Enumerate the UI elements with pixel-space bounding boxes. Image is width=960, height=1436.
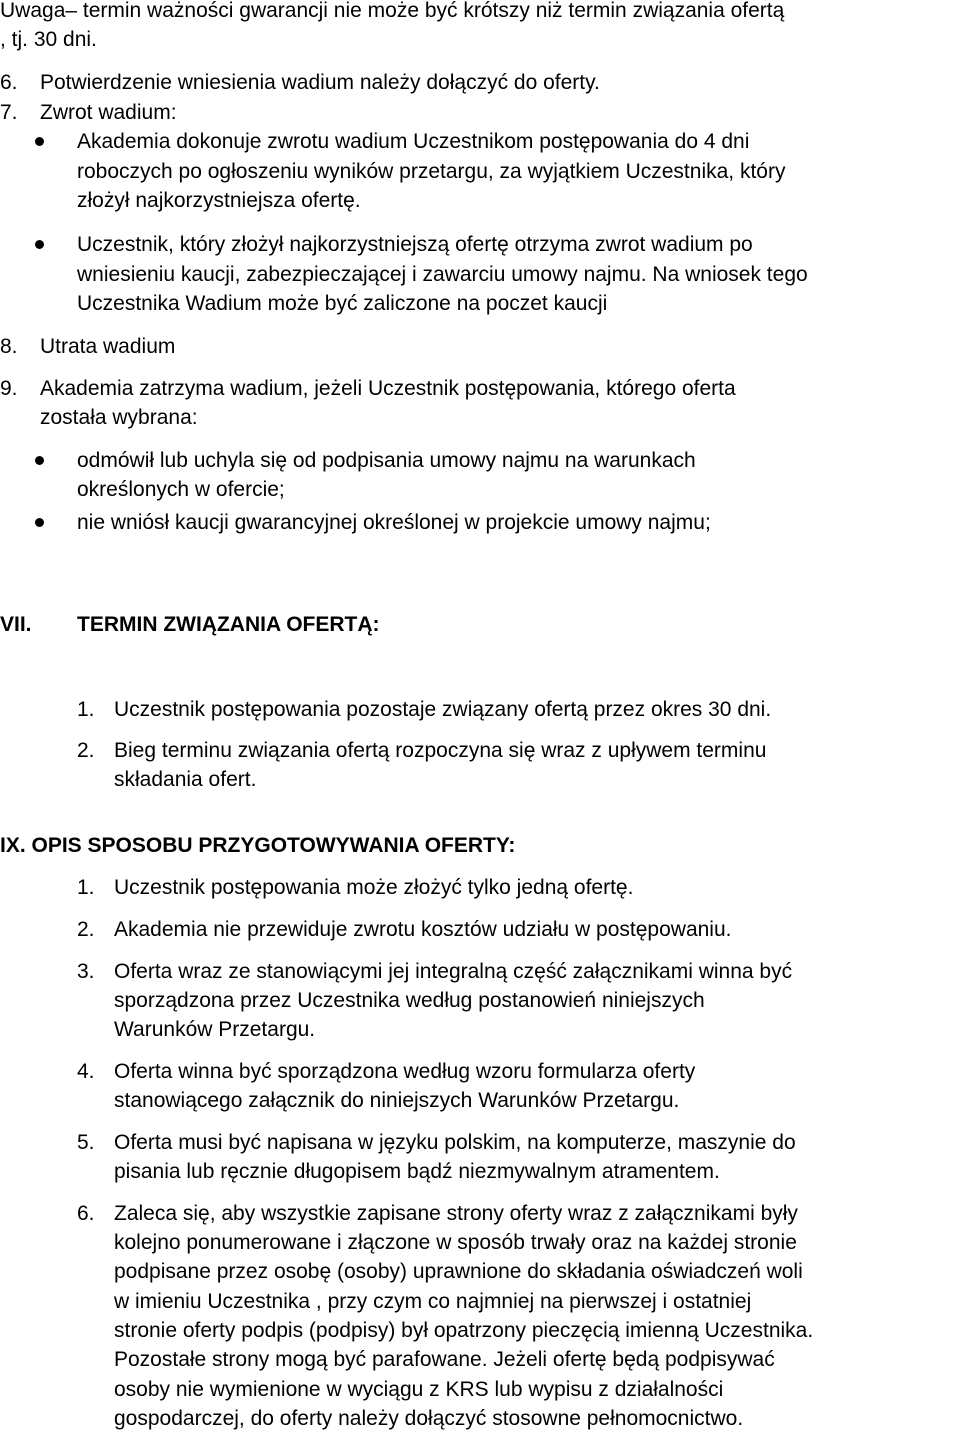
vii-item-2-line-2: składania ofert. bbox=[114, 768, 257, 791]
bullet bbox=[35, 456, 44, 465]
vii-item-2-number: 2. bbox=[77, 739, 95, 762]
vii-item-2-line-1: Bieg terminu związania ofertą rozpoczyna się wraz z upływem terminu bbox=[114, 739, 767, 762]
bullet-9a-line-2: określonych w ofercie; bbox=[77, 478, 285, 501]
ix-item-5-line-1: Oferta musi być napisana w języku polskim, na komputerze, maszynie do bbox=[114, 1131, 796, 1154]
bullet-7a-line-1: Akademia dokonuje zwrotu wadium Uczestnikom postępowania do 4 dni bbox=[77, 130, 750, 153]
ix-item-1-number: 1. bbox=[77, 876, 95, 899]
ix-item-2-number: 2. bbox=[77, 918, 95, 941]
ix-item-5-line-2: pisania lub ręcznie długopisem bądź niezmywalnym atramentem. bbox=[114, 1160, 720, 1183]
section-vii-title: TERMIN ZWIĄZANIA OFERTĄ: bbox=[77, 613, 380, 636]
ix-item-3-line-2: sporządzona przez Uczestnika według postanowień niniejszych bbox=[114, 989, 705, 1012]
item-9-line-2: została wybrana: bbox=[40, 406, 198, 429]
vii-item-1-number: 1. bbox=[77, 698, 95, 721]
intro-line-1: Uwaga– termin ważności gwarancji nie może być krótszy niż termin związania ofertą bbox=[0, 0, 785, 22]
ix-item-6-line-2: kolejno ponumerowane i złączone w sposób trwały oraz na każdej stronie bbox=[114, 1231, 797, 1254]
item-7-number: 7. bbox=[0, 101, 18, 124]
ix-item-3-number: 3. bbox=[77, 960, 95, 983]
bullet-9b-line-1: nie wniósł kaucji gwarancyjnej określonej w projekcie umowy najmu; bbox=[77, 511, 711, 534]
bullet-7b-line-1: Uczestnik, który złożył najkorzystniejszą ofertę otrzyma zwrot wadium po bbox=[77, 233, 753, 256]
bullet-7b-line-2: wniesieniu kaucji, zabezpieczającej i zawarciu umowy najmu. Na wniosek tego bbox=[77, 263, 808, 286]
item-9-line-1: Akademia zatrzyma wadium, jeżeli Uczestnik postępowania, którego oferta bbox=[40, 377, 736, 400]
item-6-number: 6. bbox=[0, 71, 18, 94]
intro-line-2: , tj. 30 dni. bbox=[0, 28, 97, 51]
ix-item-1-line-1: Uczestnik postępowania może złożyć tylko jedną ofertę. bbox=[114, 876, 634, 899]
section-ix-title: IX. OPIS SPOSOBU PRZYGOTOWYWANIA OFERTY: bbox=[0, 834, 516, 857]
section-vii-number: VII. bbox=[0, 613, 32, 636]
ix-item-4-number: 4. bbox=[77, 1060, 95, 1083]
ix-item-6-line-5: stronie oferty podpis (podpisy) był opatrzony pieczęcią imienną Uczestnika. bbox=[114, 1319, 814, 1342]
bullet-7a-line-2: roboczych po ogłoszeniu wyników przetargu, za wyjątkiem Uczestnika, który bbox=[77, 160, 786, 183]
item-8-text: Utrata wadium bbox=[40, 335, 176, 358]
ix-item-3-line-3: Warunków Przetargu. bbox=[114, 1018, 316, 1041]
bullet bbox=[35, 518, 44, 527]
bullet bbox=[35, 240, 44, 249]
ix-item-6-line-8: gospodarczej, do oferty należy dołączyć stosowne pełnomocnictwo. bbox=[114, 1407, 744, 1430]
vii-item-1-line-1: Uczestnik postępowania pozostaje związany ofertą przez okres 30 dni. bbox=[114, 698, 772, 721]
ix-item-6-line-4: w imieniu Uczestnika , przy czym co najmniej na pierwszej i ostatniej bbox=[114, 1290, 752, 1313]
ix-item-6-line-7: osoby nie wymienione w wyciągu z KRS lub wypisu z działalności bbox=[114, 1378, 724, 1401]
ix-item-6-line-3: podpisane przez osobę (osoby) uprawnione do składania oświadczeń woli bbox=[114, 1260, 803, 1283]
bullet bbox=[35, 137, 44, 146]
ix-item-5-number: 5. bbox=[77, 1131, 95, 1154]
ix-item-4-line-2: stanowiącego załącznik do niniejszych Warunków Przetargu. bbox=[114, 1089, 680, 1112]
ix-item-3-line-1: Oferta wraz ze stanowiącymi jej integralną część załącznikami winna być bbox=[114, 960, 793, 983]
ix-item-4-line-1: Oferta winna być sporządzona według wzoru formularza oferty bbox=[114, 1060, 696, 1083]
ix-item-6-line-6: Pozostałe strony mogą być parafowane. Jeżeli ofertę będą podpisywać bbox=[114, 1348, 775, 1371]
ix-item-2-line-1: Akademia nie przewiduje zwrotu kosztów udziału w postępowaniu. bbox=[114, 918, 732, 941]
ix-item-6-line-1: Zaleca się, aby wszystkie zapisane strony oferty wraz z załącznikami były bbox=[114, 1202, 798, 1225]
bullet-7b-line-3: Uczestnika Wadium może być zaliczone na poczet kaucji bbox=[77, 292, 608, 315]
item-6-text: Potwierdzenie wniesienia wadium należy dołączyć do oferty. bbox=[40, 71, 600, 94]
ix-item-6-number: 6. bbox=[77, 1202, 95, 1225]
item-7-text: Zwrot wadium: bbox=[40, 101, 177, 124]
item-9-number: 9. bbox=[0, 377, 18, 400]
bullet-7a-line-3: złożył najkorzystniejsza ofertę. bbox=[77, 189, 361, 212]
bullet-9a-line-1: odmówił lub uchyla się od podpisania umowy najmu na warunkach bbox=[77, 449, 696, 472]
item-8-number: 8. bbox=[0, 335, 18, 358]
